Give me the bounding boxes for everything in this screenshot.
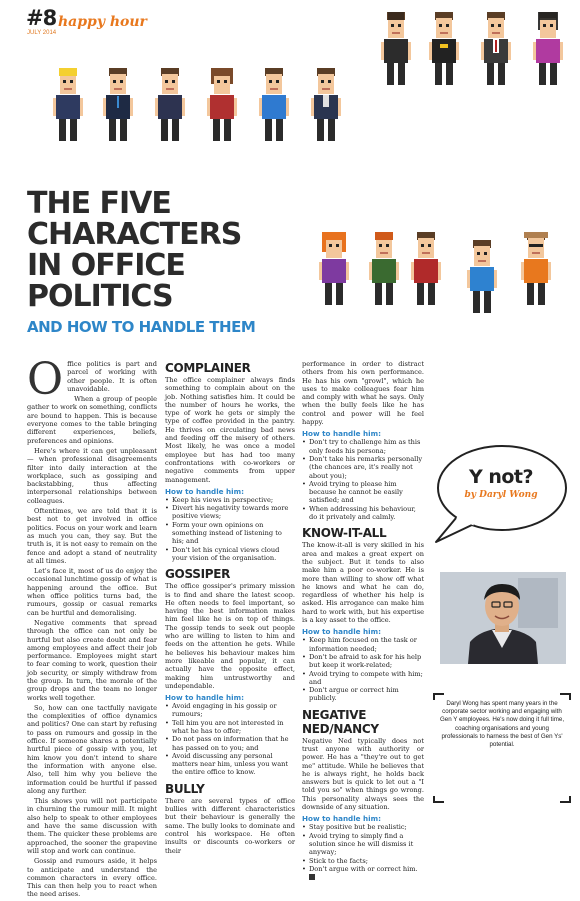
tip-item: • Tell him you are not interested in what he has to offer;: [165, 719, 295, 736]
end-mark-icon: [309, 874, 315, 880]
section-heading-bully: BULLY: [165, 781, 205, 796]
drop-cap: O: [27, 354, 64, 405]
body-paragraph: So, how can one tactfully navigate the complexities of office dynamics and politics? One can start by refusing to pass on rumours and gossip in the office. If someone shares a potentially hurtful piece of gossip with you, let him know you don't intend to share the information with anyone else. Also, tell him why you believe the information could be hurtful if passed along any further.: [27, 703, 157, 795]
tip-item: • When addressing his behaviour, do it privately and calmly.: [302, 505, 424, 522]
tip-item: • Avoid trying to please him because he cannot be easily satisfied; and: [302, 480, 424, 505]
tips-list: [165, 496, 295, 562]
column-characters-1: [165, 356, 295, 857]
author-bio: Daryl Wong has spent many years in the corporate sector working and engaging with Gen Y employees. He's now doing it full time, coaching organisations and young professionals to harness the best of Gen Ys' potential.: [439, 700, 565, 749]
howto-heading: How to handle him:: [302, 814, 381, 824]
body-paragraph: This shows you will not participate in churning the rumour mill. It might also help to speak to other employees and have the same discussion with them. The quicker these problems are approached, the sooner the grapevine will stop and work can continue.: [27, 797, 157, 855]
body-paragraph: Oftentimes, we are told that it is best not to get involved in office politics. Focus on your work and learn as much you can, they say. But the truth is, it is not easy to remain on the fence and adopt a stand of neutrality at all times.: [27, 507, 157, 565]
tip-item: • Don't take his remarks personally (the chances are, it's really not about you);: [302, 455, 424, 480]
tips-list: [165, 702, 295, 777]
howto-heading: How to handle him:: [302, 429, 381, 439]
tip-item: • Do not pass on information that he has passed on to you; and: [165, 735, 295, 752]
author-portrait-icon: [440, 572, 566, 664]
body-paragraph: When a group of people gather to work on something, conflicts are bound to happen. This is because everyone comes to the table bringing different experiences, beliefs, preferences and opinions.: [27, 395, 157, 445]
tip-item: • Don't be afraid to ask for his help but keep it work-related;: [302, 653, 424, 670]
body-paragraph: Here's where it can get unpleasant — when professional disagreements filter into daily interaction at the workplace, such as gossiping and backstabbing, thus affecting interpersonal relationships between colleagues.: [27, 446, 157, 505]
tips-list: [302, 438, 424, 521]
tips-list: [302, 636, 424, 702]
tip-item: • Don't let his cynical views cloud your vision of the organisation.: [165, 546, 295, 563]
tip-item: • Form your own opinions on something instead of listening to his; and: [165, 521, 295, 546]
section-heading-negative: NEGATIVE NED/NANCY: [302, 707, 379, 736]
tip-item: • Avoid trying to compete with him; and: [302, 670, 424, 687]
section-heading-know-it-all: KNOW-IT-ALL: [302, 526, 387, 541]
column-characters-2: [302, 360, 424, 881]
tip-item: • Stay positive but be realistic;: [302, 823, 424, 831]
body-paragraph: performance in order to distract others from his own performance. He has his own "growl", which he uses to make colleagues fear him and comply with what he says. Only when the bully feels like he has control and power will he feel happy.: [302, 360, 424, 427]
body-paragraph: There are several types of office bullies with different characteristics but their behaviour is generally the same. The bully looks to dominate and control his workspace. He often insults or discounts co-workers or their: [165, 796, 295, 855]
howto-heading: How to handle him:: [165, 486, 244, 496]
body-paragraph: The know-it-all is very skilled in his area and makes a great expert on the subject. But it tends to also make him a poor co-worker. He is more than willing to show off what he knows and what he can do, regardless of whether his help is asked. His arrogance can make him hard to work with, but his expertise is a key asset to the office.: [302, 541, 424, 625]
column-brand: [440, 466, 562, 500]
tip-item: • Divert his negativity towards more positive views;: [165, 504, 295, 521]
body-paragraph: Negative comments that spread through the office can not only be hurtful but also create doubt and fear among employees and affect their job performance. Employees might start to fear coming to work, question their job security, or simply withdraw from the group. In turn, the morale of the group drops and the team no longer works well together.: [27, 618, 157, 702]
body-paragraph: The office complainer always finds something to complain about on the job. Nothing satisfies him. It could be the number of hours he works, the type of work he gets or simply the type of coffee provided in the pantry. He thrives on circulating bad news and feeding off the misery of others. Most likely, he was once a model employee but has had too many confrontations with co-workers or negative comments from upper management.: [165, 376, 295, 484]
issue-number: #8: [26, 6, 57, 30]
tip-item: • Don't argue with or correct him.: [302, 865, 424, 882]
howto-heading: How to handle him:: [302, 627, 381, 637]
tip-item: • Avoid discussing any personal matters near him, unless you want the entire office to know.: [165, 752, 295, 777]
column-intro: [27, 354, 157, 901]
headline-line: CHARACTERS: [27, 217, 242, 252]
intro-paragraph: Office politics is part and parcel of working with other people. It is often unavoidable.: [27, 354, 157, 405]
headline-subtitle: AND HOW TO HANDLE THEM: [27, 318, 256, 336]
headline-line: THE FIVE: [27, 186, 171, 221]
tip-item: • Don't argue or correct him publicly.: [302, 686, 424, 703]
tip-item: • Stick to the facts;: [302, 857, 424, 865]
headline-line: POLITICS: [27, 279, 173, 314]
body-paragraph: Gossip and rumours aside, it helps to anticipate and understand the common characters in every office. This can then help you to react when the need arises.: [27, 857, 157, 899]
tip-item: • Keep him focused on the task or information needed;: [302, 636, 424, 653]
issue-date: JULY 2014: [27, 30, 57, 36]
column-title: Y not?: [468, 466, 534, 488]
body-paragraph: Let's face it, most of us do enjoy the occasional lunchtime gossip of what is happening around the office. But when office politics turns bad, the rumours, gossip or casual remarks can be hurtful and demoralising.: [27, 567, 157, 617]
tip-item: • Keep his views in perspective;: [165, 496, 295, 504]
section-title: happy hour: [58, 14, 147, 30]
headline: [27, 188, 307, 312]
howto-heading: How to handle him:: [165, 693, 244, 703]
author-photo: [440, 572, 566, 664]
section-heading-gossiper: GOSSIPER: [165, 567, 231, 582]
headline-line: IN OFFICE: [27, 248, 185, 283]
section-heading-complainer: COMPLAINER: [165, 361, 251, 375]
body-paragraph: The office gossiper's primary mission is to find and share the latest scoop. He often needs to feel important, so having the best information makes him feel like he is on top of things. The gossip tends to seek out people who are willing to listen to him and feeds on the attention he gets. While he believes his behaviour makes him more likeable and popular, it can actually have the opposite effect, making him untrustworthy and undependable.: [165, 582, 295, 690]
tip-item: • Avoid trying to simply find a solution since he will dismiss it anyway;: [302, 832, 424, 857]
tips-list: [302, 823, 424, 881]
tip-item: • Avoid engaging in his gossip or rumours;: [165, 702, 295, 719]
column-byline: by Daryl Wong: [464, 490, 538, 500]
body-paragraph: Negative Ned typically does not trust anyone with authority or power. He has a "they're out to get me" attitude. While he believes that he is always right, he holds back answers but is quick to let out a "I told you so" when things go wrong. This personality always sees the downside of any situation.: [302, 736, 424, 812]
tip-item: • Don't try to challenge him as this only feeds his persona;: [302, 438, 424, 455]
